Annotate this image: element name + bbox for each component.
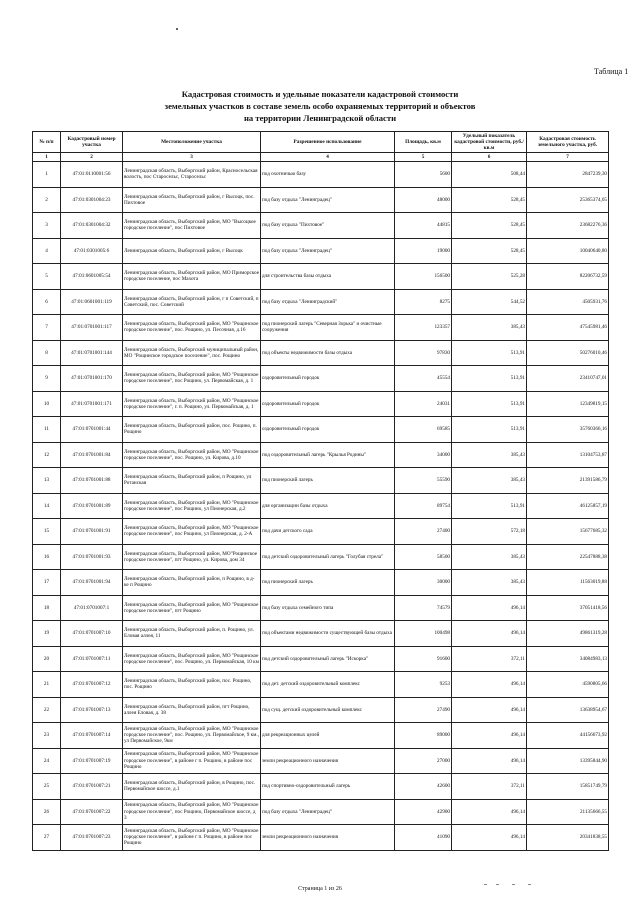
table-row bbox=[33, 213, 609, 239]
location-cell: Ленинградская область, Выборгский район, МО "Рощинское городское поселение", пос. Рощино, ул. Первомайское, 9 км., ул Первомайское, 9км bbox=[123, 723, 261, 749]
location-cell: Ленинградская область, Выборгский район, пос. Рощино, пос. Рощино bbox=[123, 672, 261, 698]
page-footer: Страница 1 из 26 bbox=[298, 886, 342, 892]
table-row bbox=[33, 595, 609, 621]
area-cell: 48000 bbox=[395, 187, 452, 213]
specific-value-cell: 496,14 bbox=[452, 672, 527, 698]
table-row bbox=[33, 621, 609, 647]
permitted-use-cell: под охотничью базу bbox=[261, 162, 395, 188]
cadastral-number-cell: 47:01:0601005:54 bbox=[61, 264, 123, 290]
row-number-cell: 2 bbox=[33, 187, 61, 213]
cadastral-number-cell: 47:01:0701001:88 bbox=[61, 468, 123, 494]
cadastral-value-cell: 23682276,36 bbox=[527, 213, 609, 239]
specific-value-cell: 385,43 bbox=[452, 468, 527, 494]
location-cell: Ленинградская область, Выборгский район, п Рощино, в д-ке п Рощино bbox=[123, 570, 261, 596]
row-number-cell: 7 bbox=[33, 315, 61, 341]
specific-value-cell: 496,14 bbox=[452, 697, 527, 723]
document-title bbox=[0, 88, 640, 124]
cadastral-value-cell: 4590805,66 bbox=[527, 672, 609, 698]
row-number-cell: 26 bbox=[33, 799, 61, 825]
cadastral-number-cell: 47:01:0701007:14 bbox=[61, 723, 123, 749]
area-cell: 8275 bbox=[395, 289, 452, 315]
table-row bbox=[33, 187, 609, 213]
location-cell: Ленинградская область, Выборгский район, МО "Рощинское городское поселение", пос. Рощино, ул. Песочная, д.16 bbox=[123, 315, 261, 341]
specific-value-cell: 385,43 bbox=[452, 442, 527, 468]
header-area: Площадь, кв.м bbox=[395, 132, 452, 153]
header-specific-value: Удельный показатель кадастровой стоимости, руб./кв.м bbox=[452, 132, 527, 153]
specific-value-cell: 508,44 bbox=[452, 162, 527, 188]
specific-value-cell: 385,43 bbox=[452, 315, 527, 341]
header-number: № п/п bbox=[33, 132, 61, 153]
location-cell: Ленинградская область, Выборгский район, МО "Рощинское городское поселение", пос Рощино, ул Пионерская, д. 2-А bbox=[123, 519, 261, 545]
cadastral-number-cell: 47:01:0701001:170 bbox=[61, 366, 123, 392]
cadastral-number-cell: 47:01:0110001:56 bbox=[61, 162, 123, 188]
area-cell: 27400 bbox=[395, 519, 452, 545]
row-number-cell: 21 bbox=[33, 672, 61, 698]
permitted-use-cell: под оздоровительный лагерь "Крылья Родины" bbox=[261, 442, 395, 468]
table-row bbox=[33, 646, 609, 672]
location-cell: Ленинградская область, Выборгский район, МО Приморское городское поселение, пос Махота bbox=[123, 264, 261, 290]
cadastral-value-cell: 50276010,46 bbox=[527, 340, 609, 366]
permitted-use-cell: для рекреационных целей bbox=[261, 723, 395, 749]
permitted-use-cell: под детский оздоровительный лагерь "Искорка" bbox=[261, 646, 395, 672]
row-number-cell: 22 bbox=[33, 697, 61, 723]
area-cell: 97830 bbox=[395, 340, 452, 366]
cadastral-number-cell: 47:01:0701001:171 bbox=[61, 391, 123, 417]
cadastral-value-cell: 22547888,38 bbox=[527, 544, 609, 570]
table-row bbox=[33, 366, 609, 392]
location-cell: Ленинградская область, Выборгский район, МО "Рощинское городское поселение", в районе г п. Рощино, в районе пос Рощино bbox=[123, 825, 261, 851]
cadastral-number-cell: 47:01:0301004:32 bbox=[61, 213, 123, 239]
area-cell: 91600 bbox=[395, 646, 452, 672]
permitted-use-cell: под пионерский лагерь "Северная Зорька" и очистные сооружения bbox=[261, 315, 395, 341]
location-cell: Ленинградская область, Выборгский муниципальный район, МО "Рощинское городское поселение", пос. Рощино bbox=[123, 340, 261, 366]
specific-value-cell: 513,91 bbox=[452, 340, 527, 366]
location-cell: Ленинградская область, Выборгский район, п. Рощино, ул. Еловая аллея, 11 bbox=[123, 621, 261, 647]
area-cell: 27000 bbox=[395, 748, 452, 774]
permitted-use-cell: под базу отдыха семейного типа bbox=[261, 595, 395, 621]
location-cell: Ленинградская область, Выборгский район, пгт Рощино, аллея Еловая, д. 38 bbox=[123, 697, 261, 723]
cadastral-value-cell: 49861319,28 bbox=[527, 621, 609, 647]
cadastral-value-cell: 2847239,30 bbox=[527, 162, 609, 188]
header-permitted-use: Разрешенное использование bbox=[261, 132, 395, 153]
table-row bbox=[33, 723, 609, 749]
table-row bbox=[33, 442, 609, 468]
cadastral-value-cell: 37051418,56 bbox=[527, 595, 609, 621]
cadastral-value-cell: 25365374,65 bbox=[527, 187, 609, 213]
header-cadastral-number: Кадастровый номер участка bbox=[61, 132, 123, 153]
cadastral-table bbox=[32, 131, 609, 851]
row-number-cell: 18 bbox=[33, 595, 61, 621]
permitted-use-cell: под дачи детского сада bbox=[261, 519, 395, 545]
location-cell: Ленинградская область, Выборгский район, МО "Рощинское городское поселение", пос Рощино, Первомайское шоссе, д 3 bbox=[123, 799, 261, 825]
column-number-row bbox=[33, 153, 609, 162]
location-cell: Ленинградская область, Выборгский район, МО "Рощинское городское поселение", пос Рощино, ул Пионерская, д.2 bbox=[123, 493, 261, 519]
cadastral-value-cell: 47545981,46 bbox=[527, 315, 609, 341]
location-cell: Ленинградская область, Выборгский район, г п Советский, п Советский, пос. Советский bbox=[123, 289, 261, 315]
area-cell: 100498 bbox=[395, 621, 452, 647]
area-cell: 58500 bbox=[395, 544, 452, 570]
specific-value-cell: 513,91 bbox=[452, 417, 527, 443]
specific-value-cell: 496,14 bbox=[452, 825, 527, 851]
row-number-cell: 16 bbox=[33, 544, 61, 570]
specific-value-cell: 513,91 bbox=[452, 366, 527, 392]
table-row bbox=[33, 697, 609, 723]
cadastral-number-cell: 47:01:0701001:89 bbox=[61, 493, 123, 519]
cadastral-number-cell: 47:01:0701007:11 bbox=[61, 646, 123, 672]
cadastral-number-cell: 47:01:0701007:1 bbox=[61, 595, 123, 621]
area-cell: 156500 bbox=[395, 264, 452, 290]
cadastral-number-cell: 47:01:0701007:12 bbox=[61, 672, 123, 698]
header-row bbox=[33, 132, 609, 153]
cadastral-value-cell: 12349819,15 bbox=[527, 391, 609, 417]
location-cell: Ленинградская область, Выборгский район, МО "Рощинское городское поселение", пгт Рощино bbox=[123, 595, 261, 621]
cadastral-number-cell: 47:01:0701007:13 bbox=[61, 697, 123, 723]
title-line: земельных участков в составе земель особо охраняемых территорий и объектов bbox=[164, 101, 476, 111]
permitted-use-cell: под объекты недвижимости базы отдыха bbox=[261, 340, 395, 366]
permitted-use-cell: под детский оздоровительный лагерь "Голубая стрела" bbox=[261, 544, 395, 570]
table-row bbox=[33, 570, 609, 596]
permitted-use-cell: под объектами недвижимости существующей базы отдыха bbox=[261, 621, 395, 647]
row-number-cell: 27 bbox=[33, 825, 61, 851]
permitted-use-cell: под базу отдыха "Ленинградец" bbox=[261, 238, 395, 264]
permitted-use-cell: под пионерский лагерь bbox=[261, 468, 395, 494]
cadastral-number-cell: 47:01:0301004:23 bbox=[61, 187, 123, 213]
specific-value-cell: 513,91 bbox=[452, 391, 527, 417]
row-number-cell: 10 bbox=[33, 391, 61, 417]
cadastral-value-cell: 34084983,13 bbox=[527, 646, 609, 672]
scan-mark bbox=[484, 884, 487, 885]
table-row bbox=[33, 825, 609, 851]
column-number: 2 bbox=[61, 153, 123, 162]
location-cell: Ленинградская область, Выборгский район, г Высоцк bbox=[123, 238, 261, 264]
area-cell: 42600 bbox=[395, 774, 452, 800]
cadastral-value-cell: 21391586,79 bbox=[527, 468, 609, 494]
row-number-cell: 24 bbox=[33, 748, 61, 774]
header-location: Местоположение участка bbox=[123, 132, 261, 153]
specific-value-cell: 572,18 bbox=[452, 519, 527, 545]
area-cell: 44815 bbox=[395, 213, 452, 239]
specific-value-cell: 372,11 bbox=[452, 774, 527, 800]
permitted-use-cell: оздоровительный городок bbox=[261, 391, 395, 417]
row-number-cell: 9 bbox=[33, 366, 61, 392]
specific-value-cell: 496,14 bbox=[452, 621, 527, 647]
table-row bbox=[33, 238, 609, 264]
area-cell: 55590 bbox=[395, 468, 452, 494]
area-cell: 69585 bbox=[395, 417, 452, 443]
column-number: 6 bbox=[452, 153, 527, 162]
cadastral-number-cell: 47:01:0701007:21 bbox=[61, 774, 123, 800]
location-cell: Ленинградская область, Выборгский район, МО "Рощинское городское поселение", в районе г п. Рощино, в районе пос Рощино bbox=[123, 748, 261, 774]
specific-value-cell: 372,11 bbox=[452, 646, 527, 672]
table-row bbox=[33, 519, 609, 545]
table-row bbox=[33, 672, 609, 698]
area-cell: 45554 bbox=[395, 366, 452, 392]
table-row bbox=[33, 162, 609, 188]
permitted-use-cell: под сущ. детский оздоровительный комплекс bbox=[261, 697, 395, 723]
specific-value-cell: 528,45 bbox=[452, 238, 527, 264]
row-number-cell: 17 bbox=[33, 570, 61, 596]
cadastral-value-cell: 23410747,01 bbox=[527, 366, 609, 392]
row-number-cell: 12 bbox=[33, 442, 61, 468]
permitted-use-cell: земли рекреационного назначения bbox=[261, 825, 395, 851]
cadastral-value-cell: 13638954,67 bbox=[527, 697, 609, 723]
cadastral-number-cell: 47:01:0601001:119 bbox=[61, 289, 123, 315]
specific-value-cell: 385,43 bbox=[452, 544, 527, 570]
specific-value-cell: 496,14 bbox=[452, 595, 527, 621]
permitted-use-cell: под базу отдыха "Ленинградец" bbox=[261, 187, 395, 213]
table-row bbox=[33, 315, 609, 341]
row-number-cell: 4 bbox=[33, 238, 61, 264]
title-line: Кадастровая стоимость и удельные показатели кадастровой стоимости bbox=[181, 89, 459, 99]
specific-value-cell: 496,14 bbox=[452, 799, 527, 825]
row-number-cell: 20 bbox=[33, 646, 61, 672]
permitted-use-cell: оздоровительный городок bbox=[261, 366, 395, 392]
table-row bbox=[33, 264, 609, 290]
table-row bbox=[33, 468, 609, 494]
location-cell: Ленинградская область, Выборгский район, Красносельская волость, пос Старосельс, Старосельс bbox=[123, 162, 261, 188]
permitted-use-cell: под дет. детский оздоровительный комплекс bbox=[261, 672, 395, 698]
row-number-cell: 15 bbox=[33, 519, 61, 545]
cadastral-number-cell: 47:01:0701001:93 bbox=[61, 544, 123, 570]
title-line: на территории Ленинградской области bbox=[243, 113, 397, 123]
row-number-cell: 8 bbox=[33, 340, 61, 366]
table-row bbox=[33, 493, 609, 519]
area-cell: 42900 bbox=[395, 799, 452, 825]
permitted-use-cell: земли рекреационного назначения bbox=[261, 748, 395, 774]
area-cell: 123357 bbox=[395, 315, 452, 341]
column-number: 7 bbox=[527, 153, 609, 162]
cadastral-value-cell: 20341838,55 bbox=[527, 825, 609, 851]
cadastral-value-cell: 21135666,55 bbox=[527, 799, 609, 825]
location-cell: Ленинградская область, Выборгский район, МО "Рощинское городское поселение", пос. Рощино, ул. Кирова, д.10 bbox=[123, 442, 261, 468]
row-number-cell: 14 bbox=[33, 493, 61, 519]
specific-value-cell: 513,91 bbox=[452, 493, 527, 519]
permitted-use-cell: под пионерский лагерь bbox=[261, 570, 395, 596]
column-number: 5 bbox=[395, 153, 452, 162]
permitted-use-cell: под базу отдыха "Пихтовое" bbox=[261, 213, 395, 239]
permitted-use-cell: для организации базы отдыха bbox=[261, 493, 395, 519]
location-cell: Ленинградская область, Выборгский район, в Рощино, пос. Первомайское шоссе, д.1 bbox=[123, 774, 261, 800]
cadastral-number-cell: 47:01:0701001:91 bbox=[61, 519, 123, 545]
table-row bbox=[33, 774, 609, 800]
area-cell: 41090 bbox=[395, 825, 452, 851]
location-cell: Ленинградская область, Выборгский район, МО "Рощинское городское поселение", пос. Рощино, ул. Первомайская, 10 км bbox=[123, 646, 261, 672]
scan-mark bbox=[528, 884, 531, 885]
row-number-cell: 1 bbox=[33, 162, 61, 188]
cadastral-value-cell: 82206732,59 bbox=[527, 264, 609, 290]
row-number-cell: 13 bbox=[33, 468, 61, 494]
location-cell: Ленинградская область, Выборгский район, пос. Рощино, п. Рощино bbox=[123, 417, 261, 443]
cadastral-number-cell: 47:01:0701001:44 bbox=[61, 417, 123, 443]
permitted-use-cell: для строительства базы отдыха bbox=[261, 264, 395, 290]
table-row bbox=[33, 391, 609, 417]
permitted-use-cell: под базу отдыха "Ленинградец" bbox=[261, 799, 395, 825]
location-cell: Ленинградская область, Выборгский район, МО "Высоцкое городское поселение", пос Пихтовое bbox=[123, 213, 261, 239]
table-row bbox=[33, 289, 609, 315]
table-row bbox=[33, 748, 609, 774]
column-number: 1 bbox=[33, 153, 61, 162]
cadastral-number-cell: 47:01:0701007:10 bbox=[61, 621, 123, 647]
scan-speck bbox=[176, 28, 178, 30]
location-cell: Ленинградская область, Выборгский район, п Рощино, ул Ротанская bbox=[123, 468, 261, 494]
row-number-cell: 3 bbox=[33, 213, 61, 239]
cadastral-value-cell: 4505931,76 bbox=[527, 289, 609, 315]
cadastral-value-cell: 44156673,92 bbox=[527, 723, 609, 749]
area-cell: 89754 bbox=[395, 493, 452, 519]
cadastral-value-cell: 10040640,80 bbox=[527, 238, 609, 264]
cadastral-value-cell: 11563019,88 bbox=[527, 570, 609, 596]
permitted-use-cell: под базу отдыха "Ленинградский" bbox=[261, 289, 395, 315]
row-number-cell: 5 bbox=[33, 264, 61, 290]
area-cell: 9253 bbox=[395, 672, 452, 698]
row-number-cell: 19 bbox=[33, 621, 61, 647]
specific-value-cell: 385,43 bbox=[452, 570, 527, 596]
cadastral-value-cell: 13395844,90 bbox=[527, 748, 609, 774]
column-number: 4 bbox=[261, 153, 395, 162]
row-number-cell: 11 bbox=[33, 417, 61, 443]
cadastral-value-cell: 35760366,16 bbox=[527, 417, 609, 443]
cadastral-number-cell: 47:01:0701007:19 bbox=[61, 748, 123, 774]
location-cell: Ленинградская область, Выборгский район, г Высоцк, пос. Пихтовое bbox=[123, 187, 261, 213]
table-row bbox=[33, 799, 609, 825]
cadastral-number-cell: 47:01:0701001:94 bbox=[61, 570, 123, 596]
permitted-use-cell: под спортивно-оздоровительный лагерь bbox=[261, 774, 395, 800]
row-number-cell: 23 bbox=[33, 723, 61, 749]
specific-value-cell: 496,14 bbox=[452, 748, 527, 774]
cadastral-value-cell: 15851749,79 bbox=[527, 774, 609, 800]
cadastral-value-cell: 13104753,87 bbox=[527, 442, 609, 468]
area-cell: 89000 bbox=[395, 723, 452, 749]
specific-value-cell: 496,14 bbox=[452, 723, 527, 749]
cadastral-number-cell: 47:01:0701001:84 bbox=[61, 442, 123, 468]
table-row bbox=[33, 340, 609, 366]
cadastral-number-cell: 47:01:0701007:22 bbox=[61, 799, 123, 825]
area-cell: 34000 bbox=[395, 442, 452, 468]
column-number: 3 bbox=[123, 153, 261, 162]
location-cell: Ленинградская область, Выборгский район, МО "Рощинское городское поселение", г. п. Рощино, ул. Первомайская, д. 1 bbox=[123, 391, 261, 417]
table-row bbox=[33, 544, 609, 570]
cadastral-number-cell: 47:01:0301005:6 bbox=[61, 238, 123, 264]
row-number-cell: 25 bbox=[33, 774, 61, 800]
cadastral-number-cell: 47:01:0701001:144 bbox=[61, 340, 123, 366]
cadastral-value-cell: 46125857,19 bbox=[527, 493, 609, 519]
specific-value-cell: 544,52 bbox=[452, 289, 527, 315]
permitted-use-cell: оздоровительный городок bbox=[261, 417, 395, 443]
cadastral-number-cell: 47:01:0701007:23 bbox=[61, 825, 123, 851]
scan-mark bbox=[496, 884, 499, 885]
area-cell: 27490 bbox=[395, 697, 452, 723]
specific-value-cell: 528,45 bbox=[452, 187, 527, 213]
table-row bbox=[33, 417, 609, 443]
area-cell: 30000 bbox=[395, 570, 452, 596]
specific-value-cell: 528,45 bbox=[452, 213, 527, 239]
specific-value-cell: 525,28 bbox=[452, 264, 527, 290]
cadastral-number-cell: 47:01:0701001:117 bbox=[61, 315, 123, 341]
area-cell: 74579 bbox=[395, 595, 452, 621]
row-number-cell: 6 bbox=[33, 289, 61, 315]
scan-mark bbox=[512, 884, 515, 885]
location-cell: Ленинградская область, Выборгский район, МО "Рощинское городское поселение", пос Рощино, ул. Первомайская, д. 1 bbox=[123, 366, 261, 392]
area-cell: 5600 bbox=[395, 162, 452, 188]
area-cell: 24031 bbox=[395, 391, 452, 417]
location-cell: Ленинградская область, Выборгский район, МО"Рощинское городское поселение", пгт Рощино, ул. Кирова, дом 34 bbox=[123, 544, 261, 570]
header-cadastral-value: Кадастровая стоимость земельного участка, руб. bbox=[527, 132, 609, 153]
area-cell: 19000 bbox=[395, 238, 452, 264]
cadastral-value-cell: 15677685,32 bbox=[527, 519, 609, 545]
table-label: Таблица 1 bbox=[594, 67, 629, 76]
